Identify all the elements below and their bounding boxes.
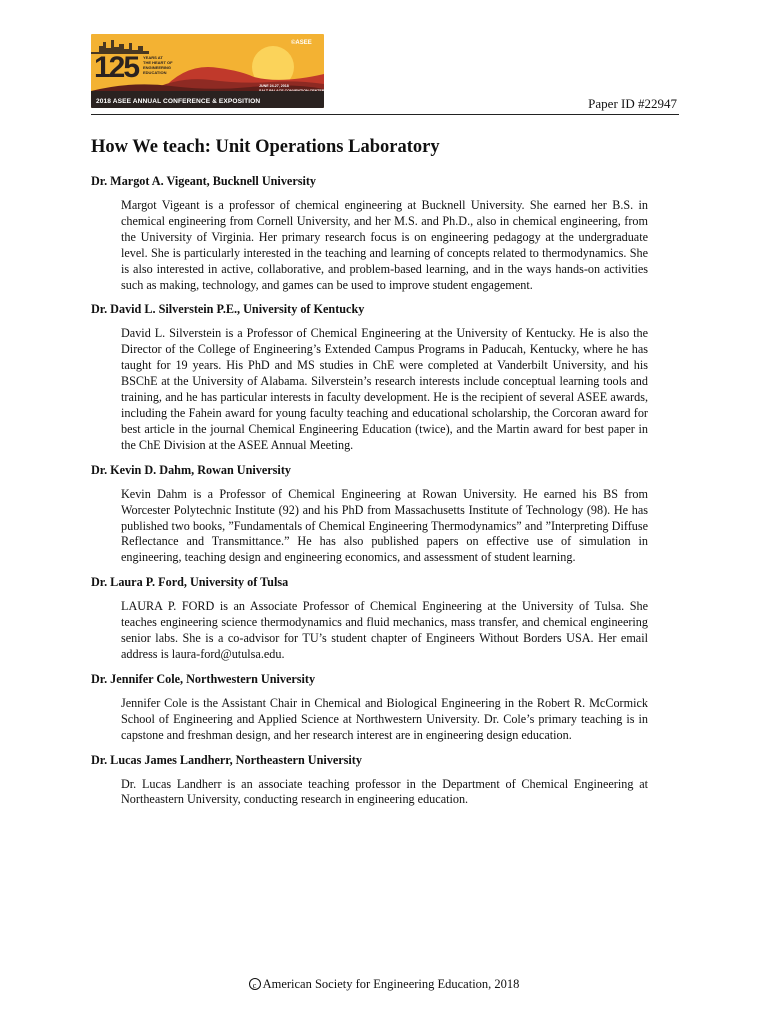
author-block	[91, 462, 648, 567]
banner-tagline-line: EDUCATION	[143, 70, 167, 75]
author-bio: Kevin Dahm is a Professor of Chemical Engineering at Rowan University. He earned his BS from Worcester Polytechnic Institute (92) and his PhD from Massachusetts Institute of Technology (98). He has published two books, ”Fundamentals of Chemical Engineering Thermodynamics” and ”Interpreting Diffuse Reflectance and Transmittance.” He has also published papers on effective use of simulation in engineering, teaching design and engineering economics, and assessment of student learning.	[121, 486, 648, 565]
author-name: Dr. Lucas James Landherr, Northeastern University	[91, 752, 362, 767]
banner-tagline-line: YEARS AT	[143, 55, 163, 60]
author-bio: Jennifer Cole is the Assistant Chair in Chemical and Biological Engineering in the Robert R. McCormick School of Engineering and Applied Science at Northwestern University. Dr. Cole’s primary teaching is in capstone and freshman design, and her research interest are in engineering design education.	[121, 695, 648, 742]
banner-tagline-line: ENGINEERING	[143, 65, 172, 70]
author-bio: Dr. Lucas Landherr is an associate teaching professor in the Department of Chemical Engineering at Northeastern University, conducting research in engineering education.	[121, 776, 648, 807]
footer-copyright-text: American Society for Engineering Education, 2018	[262, 977, 520, 991]
author-name: Dr. Kevin D. Dahm, Rowan University	[91, 462, 291, 477]
paper-id: Paper ID #22947	[588, 96, 677, 111]
author-name: Dr. David L. Silverstein P.E., University of Kentucky	[91, 302, 365, 317]
author-bio: LAURA P. FORD is an Associate Professor of Chemical Engineering at the University of Tulsa. She teaches engineering science thermodynamics and fluid mechanics, mass transfer, and chemical engineering senior labs. She is a co-advisor for TU’s student chapter of Engineers Without Borders USA. Her email address is laura-ford@utulsa.edu.	[121, 599, 648, 661]
conference-banner	[91, 34, 324, 108]
author-block	[91, 301, 648, 453]
asee-logo: ©ASEE	[291, 40, 312, 46]
author-bio: David L. Silverstein is a Professor of Chemical Engineering at the University of Kentucky. He is also the Director of the College of Engineering’s Extended Campus Programs in Paducah, Kentucky, where he has taught for 19 years. His PhD and MS studies in ChE were completed at Vanderbilt University, and his BSChE at the University of Alabama. Silverstein’s research interests include conceptual learning tools and training, and he has particular interests in faculty development. He is the recipient of several ASEE awards, including the Fahein award for young faculty teaching and educational scholarship, the Corcoran award for best article in the journal Chemical Engineering Education (twice), and the Martin award for best paper in the ChE Division at the ASEE Annual Meeting.	[121, 326, 648, 452]
author-block	[91, 671, 648, 744]
page-footer	[0, 977, 768, 992]
header-divider	[91, 114, 679, 115]
author-name: Dr. Laura P. Ford, University of Tulsa	[91, 575, 289, 590]
author-block	[91, 752, 648, 809]
author-bio: Margot Vigeant is a professor of chemical engineering at Bucknell University. She earned her B.S. in chemical engineering from Cornell University, and her M.S. and Ph.D., also in chemical engineering, from the University of Virginia. Her primary research focus is on engineering pedagogy at the undergraduate level. She is particularly interested in the teaching and learning of concepts related to thermodynamics. She is also interested in active, collaborative, and problem-based learning, and in the ways hands-on activities such as making, technology, and games can be used to improve student engagement.	[121, 198, 648, 292]
author-name: Dr. Margot A. Vigeant, Bucknell University	[91, 174, 317, 188]
banner-conference-title: 2018 ASEE ANNUAL CONFERENCE & EXPOSITION	[96, 98, 261, 105]
author-block	[91, 173, 648, 293]
banner-anniversary-number: 125	[94, 51, 139, 84]
banner-date: JUNE 24-27, 2018	[259, 84, 289, 88]
copyright-icon: c	[249, 978, 261, 990]
author-block	[91, 574, 648, 663]
author-list	[91, 173, 648, 816]
banner-footer-strip	[91, 91, 324, 108]
paper-title: How We teach: Unit Operations Laboratory	[91, 137, 440, 157]
banner-tagline	[143, 55, 183, 75]
banner-tagline-line: THE HEART OF	[143, 60, 173, 65]
author-name: Dr. Jennifer Cole, Northwestern University	[91, 671, 316, 686]
